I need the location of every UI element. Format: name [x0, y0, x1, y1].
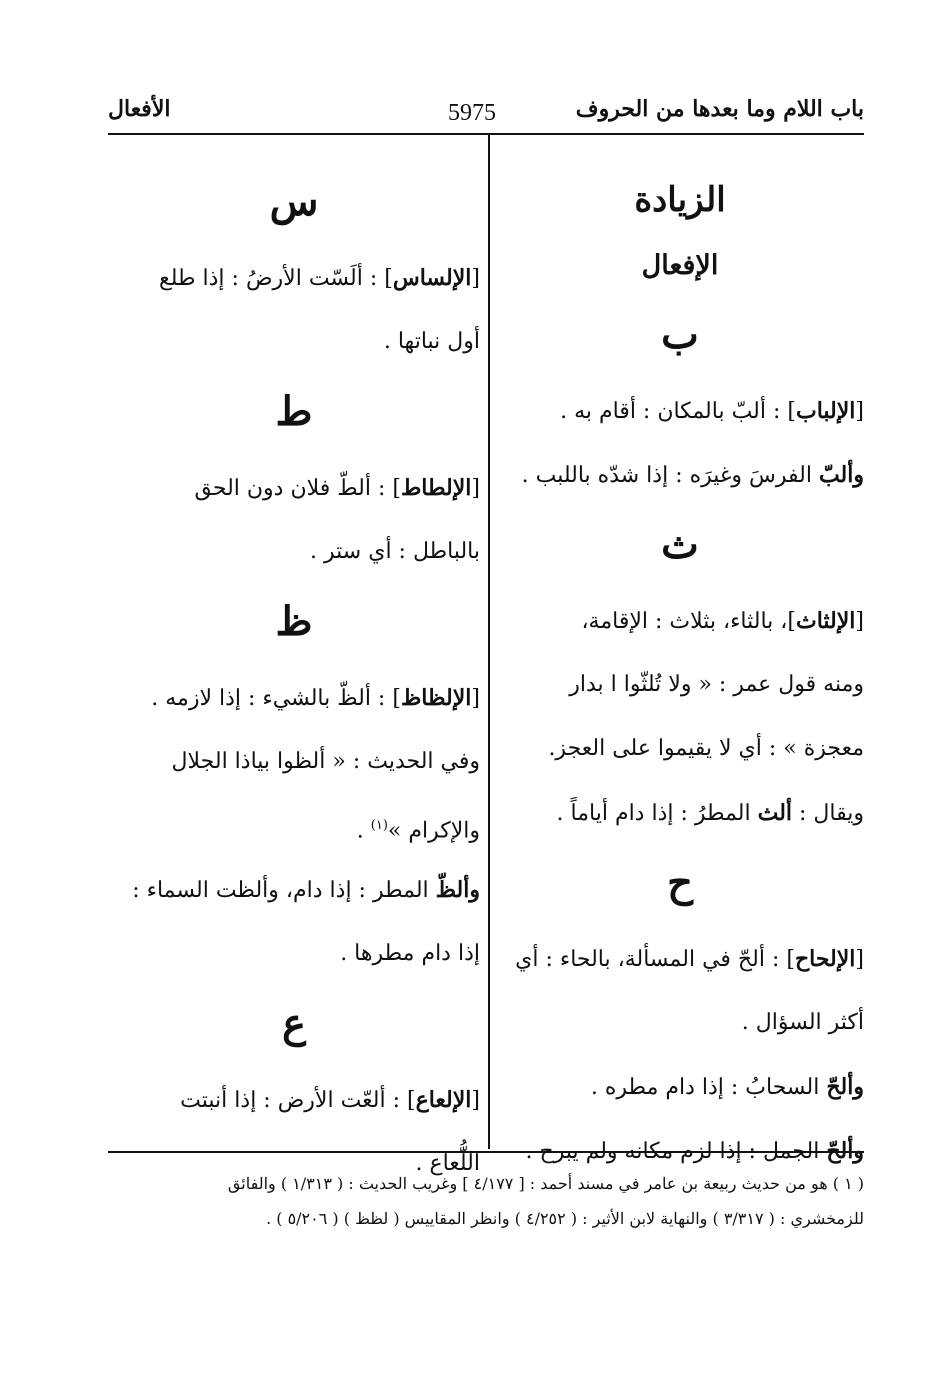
footnote — [108, 1166, 864, 1236]
entry-line — [496, 443, 864, 507]
entry-text: ومنه قول عمر : « ولا تُلثّوا ا بدار — [569, 672, 864, 697]
entry-keyword: ألث — [757, 800, 793, 826]
entry-line — [496, 781, 864, 845]
entry-line — [108, 246, 480, 310]
entry-text: المطرُ : إذا دام أياماً . — [556, 801, 758, 826]
footnote-line-2: للزمخشري : ( ٣/٣١٧ ) والنهاية لابن الأثير : ( ٤/٢٥٢ ) وانظر المقاييس ( لظظ ) ( ٥/٢٠٦ ) . — [266, 1209, 864, 1228]
section-letter: ب — [661, 311, 699, 358]
entry-text: والإكرام » — [387, 818, 480, 844]
section-title: الأفعال — [108, 96, 171, 122]
footnote-ref: (١) — [370, 818, 388, 833]
entry-keyword: الإلطاط — [400, 475, 472, 501]
entry-keyword: الإلباب — [795, 398, 856, 424]
section-letter: س — [269, 178, 319, 225]
entry-line — [108, 456, 480, 520]
entry-text: وفي الحديث : « ألظوا بياذا الجلال — [171, 749, 480, 774]
right-sections — [496, 313, 864, 1199]
main-heading: الزيادة — [634, 180, 726, 220]
entry-keyword: الإلثاث — [795, 608, 856, 634]
header-rule — [108, 133, 864, 135]
entry-keyword: الإلحاح — [794, 946, 856, 972]
entry-text: إذا دام مطرها . — [340, 941, 480, 966]
entry-line — [108, 730, 480, 794]
entry-keyword: الإلظاظ — [400, 685, 472, 711]
entry-line — [496, 653, 864, 717]
section-letter: ع — [282, 1000, 306, 1047]
chapter-title: باب اللام وما بعدها من الحروف — [575, 96, 864, 122]
right-column — [496, 180, 864, 1199]
entry-keyword: وألحّ — [826, 1138, 864, 1164]
entry-text: ] : ألظّ بالشيء : إذا لازمه . — [151, 686, 401, 711]
entry-line — [496, 589, 864, 653]
entry-text: بالباطل : أي ستر . — [310, 539, 480, 564]
footnote-rule — [108, 1151, 864, 1153]
entry-text: السحابُ : إذا دام مطره . — [590, 1075, 827, 1100]
entry-line — [496, 1055, 864, 1119]
entry-prefix: ويقال : — [792, 801, 864, 826]
entry-tail: . — [356, 818, 371, 844]
entry-keyword: الإلعاع — [415, 1087, 472, 1113]
entry-text: ] : ألعّت الأرض : إذا أنبتت — [180, 1088, 416, 1113]
entry-line — [108, 310, 480, 374]
entry-keyword: وألبّ — [818, 462, 864, 488]
entry-text: أكثر السؤال . — [741, 1010, 864, 1035]
entry-text: أول نباتها . — [383, 329, 480, 354]
entry-line — [108, 858, 480, 922]
entry-prefix: [ — [471, 686, 480, 711]
entry-keyword: وألظّ — [435, 877, 480, 903]
page-number: 5975 — [448, 100, 496, 126]
entry-text: معجزة » : أي لا يقيموا على العجز. — [548, 736, 864, 761]
column-divider — [488, 134, 490, 1149]
entry-prefix: [ — [855, 609, 864, 634]
entry-prefix: [ — [855, 947, 864, 972]
entry-line — [496, 927, 864, 991]
left-sections — [108, 180, 480, 1212]
entry-line — [496, 717, 864, 781]
entry-line — [108, 1068, 480, 1132]
entry-keyword: وألحّ — [826, 1074, 864, 1100]
footnote-line-1: ( ١ ) هو من حديث ربيعة بن عامر في مسند أحمد : [ ٤/١٧٧ ] وغريب الحديث : ( ١/٣١٣ ) والفائق — [227, 1174, 864, 1193]
entry-text: المطر : إذا دام، وألظت السماء : — [132, 878, 436, 903]
section-letter: ط — [275, 388, 313, 435]
entry-line — [496, 379, 864, 443]
entry-prefix: [ — [471, 266, 480, 291]
entry-text: الفرسَ وغيرَه : إذا شدّه باللبب . — [521, 463, 819, 488]
page-header — [108, 96, 864, 132]
entry-text: ] : ألحّ في المسألة، بالحاء : أي — [515, 947, 795, 972]
entry-text: ]، بالثاء، بثلاث : الإقامة، — [581, 609, 796, 634]
entry-keyword: الإلساس — [392, 265, 472, 291]
entry-line — [108, 794, 480, 858]
section-letter: ث — [661, 521, 699, 568]
entry-line — [496, 991, 864, 1055]
entry-text: ] : ألبّ بالمكان : أقام به . — [560, 399, 796, 424]
entry-text: ] : ألَسّت الأرضُ : إذا طلع — [159, 266, 393, 291]
entry-line — [108, 520, 480, 584]
entry-line — [108, 922, 480, 986]
sub-heading: الإفعال — [641, 250, 719, 281]
entry-line — [108, 666, 480, 730]
entry-text: الجمل : إذا لزم مكانه ولم يبرح . — [525, 1139, 827, 1164]
section-letter: ظ — [275, 598, 313, 645]
entry-text: اللُّعاع . — [415, 1151, 480, 1176]
section-letter: ح — [667, 859, 693, 906]
left-column — [108, 180, 480, 1212]
entry-prefix: [ — [471, 1088, 480, 1113]
entry-prefix: [ — [471, 476, 480, 501]
entry-text: ] : ألطّ فلان دون الحق — [194, 476, 401, 501]
entry-prefix: [ — [855, 399, 864, 424]
